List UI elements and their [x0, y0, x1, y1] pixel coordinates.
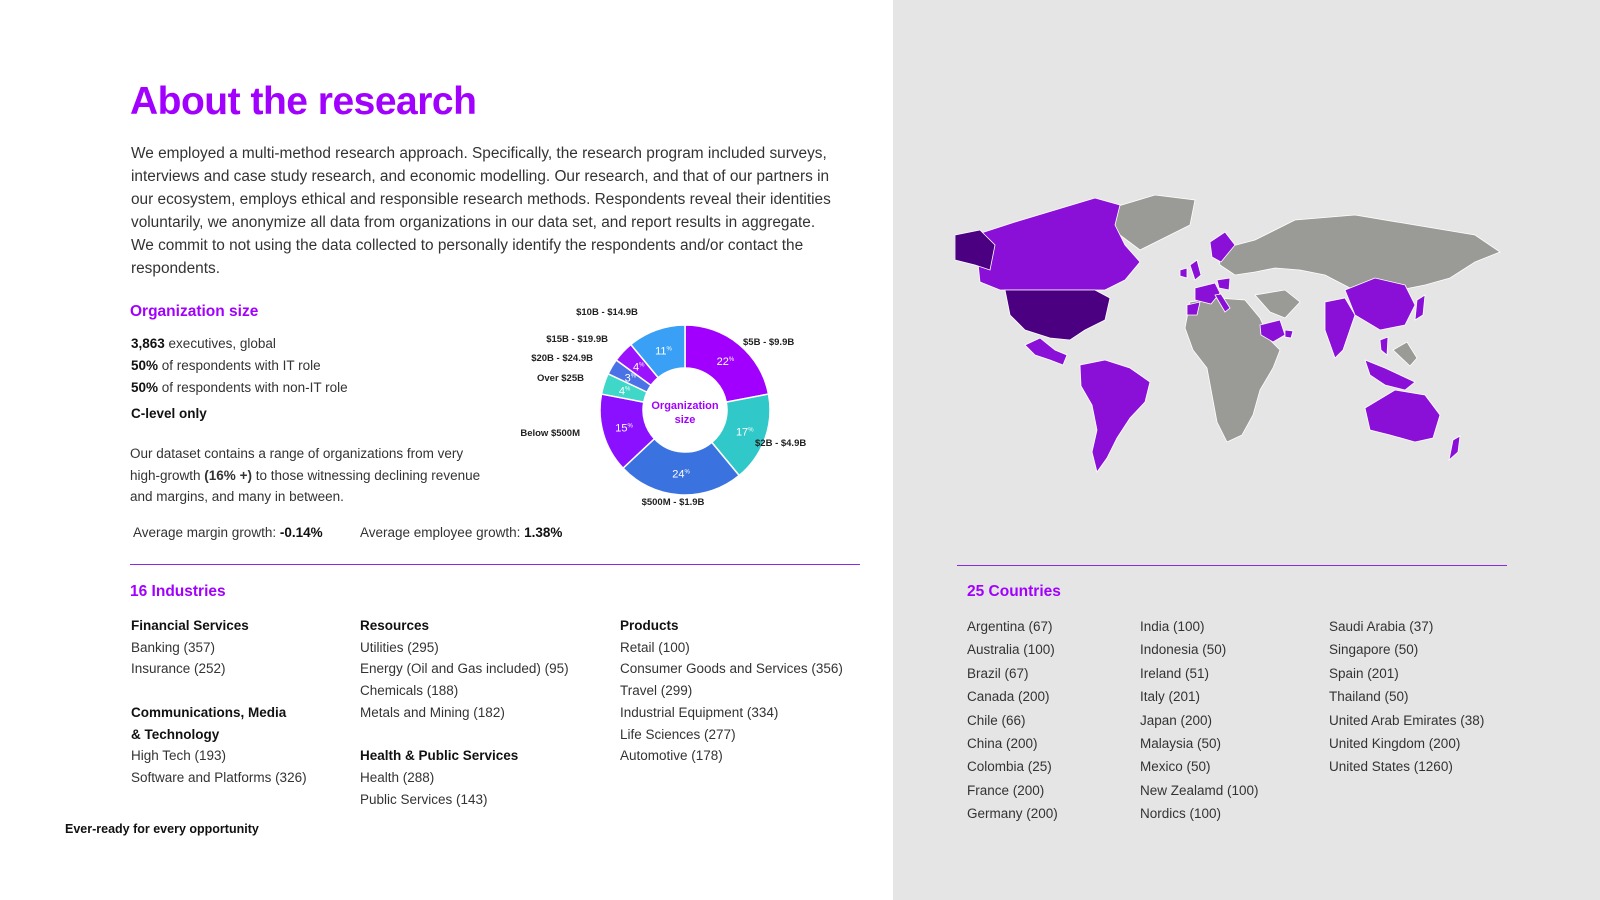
donut-category-label: Over $25B [536, 373, 584, 384]
country-item: United Kingdom (200) [1329, 736, 1461, 752]
industry-item: Health (288) [360, 769, 435, 785]
stat-clevel: C-level only [131, 406, 207, 421]
country-item: Australia (100) [967, 642, 1055, 658]
industry-item: Software and Platforms (326) [131, 769, 307, 785]
industry-group-heading: Health & Public Services [360, 748, 519, 764]
map-other-countries [1101, 195, 1500, 452]
donut-value-label: 17% [735, 426, 754, 439]
country-item: Mexico (50) [1140, 759, 1211, 775]
industry-item: High Tech (193) [131, 748, 227, 764]
countries-column-3 [1329, 615, 1484, 779]
footer-tagline: Ever-ready for every opportunity [65, 822, 259, 836]
country-item: China (200) [967, 736, 1038, 752]
country-item: Canada (200) [967, 689, 1050, 705]
industry-item: Automotive (178) [620, 748, 723, 764]
stat-executives: 3,863 executives, global [131, 336, 276, 351]
industry-item: Chemicals (188) [360, 683, 459, 699]
donut-category-label: $10B - $14.9B [576, 307, 638, 318]
country-item: Nordics (100) [1140, 806, 1222, 822]
intro-paragraph: We employed a multi-method research approach. Specifically, the research program included surveys, interviews and case study research, and economic modelling. Our research, and that of our partners in our ecosystem, employs ethical and responsible research methods. Respondents reveal their identities voluntarily, we anonymize all data from organizations in our data set, and report results in aggregate. We commit to not using the data collected to personally identify the respondents and/or contact the respondents. [131, 145, 831, 277]
donut-value-label: 24% [672, 468, 690, 481]
industry-item: Consumer Goods and Services (356) [620, 661, 843, 677]
country-item: France (200) [967, 782, 1045, 798]
donut-category-label: $20B - $24.9B [531, 353, 593, 364]
donut-value-label: 3% [624, 372, 637, 385]
industry-item: Travel (299) [620, 683, 693, 699]
donut-value-label: 11% [655, 345, 672, 358]
country-item: Chile (66) [967, 712, 1026, 728]
country-item: Japan (200) [1140, 712, 1213, 728]
country-item: Brazil (67) [967, 665, 1029, 681]
country-item: Germany (200) [967, 806, 1058, 822]
spacer [131, 680, 307, 702]
countries-heading: 25 Countries [967, 583, 1061, 600]
country-item: United States (1260) [1329, 759, 1453, 775]
divider-left [130, 564, 860, 565]
donut-value-label: 4% [632, 361, 645, 374]
country-item: Colombia (25) [967, 759, 1052, 775]
industry-group-heading: & Technology [131, 726, 220, 742]
page-title: About the research [130, 80, 477, 123]
donut-center-label-1: Organization [651, 400, 719, 412]
country-item: Singapore (50) [1329, 642, 1419, 658]
industry-group-heading: Financial Services [131, 618, 249, 633]
country-item: Saudi Arabia (37) [1329, 619, 1434, 634]
industries-column-1 [131, 615, 307, 789]
country-item: United Arab Emirates (38) [1329, 712, 1485, 728]
stat-it-role: 50% of respondents with IT role [131, 358, 321, 373]
industry-item: Metals and Mining (182) [360, 704, 505, 720]
country-item: Ireland (51) [1140, 665, 1210, 681]
world-map [955, 190, 1515, 490]
countries-column-1 [967, 615, 1058, 826]
country-item: Indonesia (50) [1140, 642, 1227, 658]
industries-heading: 16 Industries [130, 583, 226, 600]
industry-item: Utilities (295) [360, 639, 439, 655]
industry-item: Energy (Oil and Gas included) (95) [360, 661, 569, 677]
industry-item: Insurance (252) [131, 661, 226, 677]
stat-non-it-role: 50% of respondents with non-IT role [131, 380, 348, 395]
country-item: Thailand (50) [1329, 689, 1409, 705]
industry-item: Life Sciences (277) [620, 726, 736, 742]
donut-category-label: $2B - $4.9B [755, 438, 807, 449]
country-item: India (100) [1140, 619, 1205, 634]
donut-category-label: $500M - $1.9B [641, 497, 705, 508]
donut-category-label: $5B - $9.9B [743, 337, 795, 348]
country-item: New Zealamd (100) [1140, 782, 1259, 798]
org-size-donut-chart [515, 305, 835, 520]
donut-value-label: 15% [615, 422, 633, 435]
org-size-heading: Organization size [130, 303, 259, 320]
donut-category-label: $15B - $19.9B [546, 334, 608, 345]
country-item: Malaysia (50) [1140, 736, 1222, 752]
donut-value-label: 4% [618, 385, 631, 398]
spacer [360, 724, 569, 746]
donut-center-label-2: size [674, 414, 696, 426]
country-item: Argentina (67) [967, 619, 1053, 634]
countries-column-2 [1140, 615, 1259, 826]
avg-margin-growth: Average margin growth: -0.14% [133, 525, 323, 540]
divider-right [957, 565, 1507, 566]
donut-category-label: Below $500M [520, 428, 580, 439]
industry-item: Retail (100) [620, 639, 690, 655]
country-item: Spain (201) [1329, 665, 1399, 681]
industry-item: Industrial Equipment (334) [620, 704, 779, 720]
industry-item: Banking (357) [131, 639, 216, 655]
country-item: Italy (201) [1140, 689, 1201, 705]
industries-column-3 [620, 615, 843, 767]
industry-group-heading: Communications, Media [131, 704, 287, 720]
avg-employee-growth: Average employee growth: 1.38% [360, 525, 563, 540]
dataset-description: Our dataset contains a range of organizations from very high-growth (16% +) to those witnessing declining revenue and margins, and many in between. [130, 446, 481, 504]
industry-item: Public Services (143) [360, 791, 488, 807]
industry-group-heading: Products [620, 618, 679, 633]
donut-value-label: 22% [716, 356, 735, 369]
industry-group-heading: Resources [360, 618, 430, 633]
industries-column-2 [360, 615, 569, 810]
